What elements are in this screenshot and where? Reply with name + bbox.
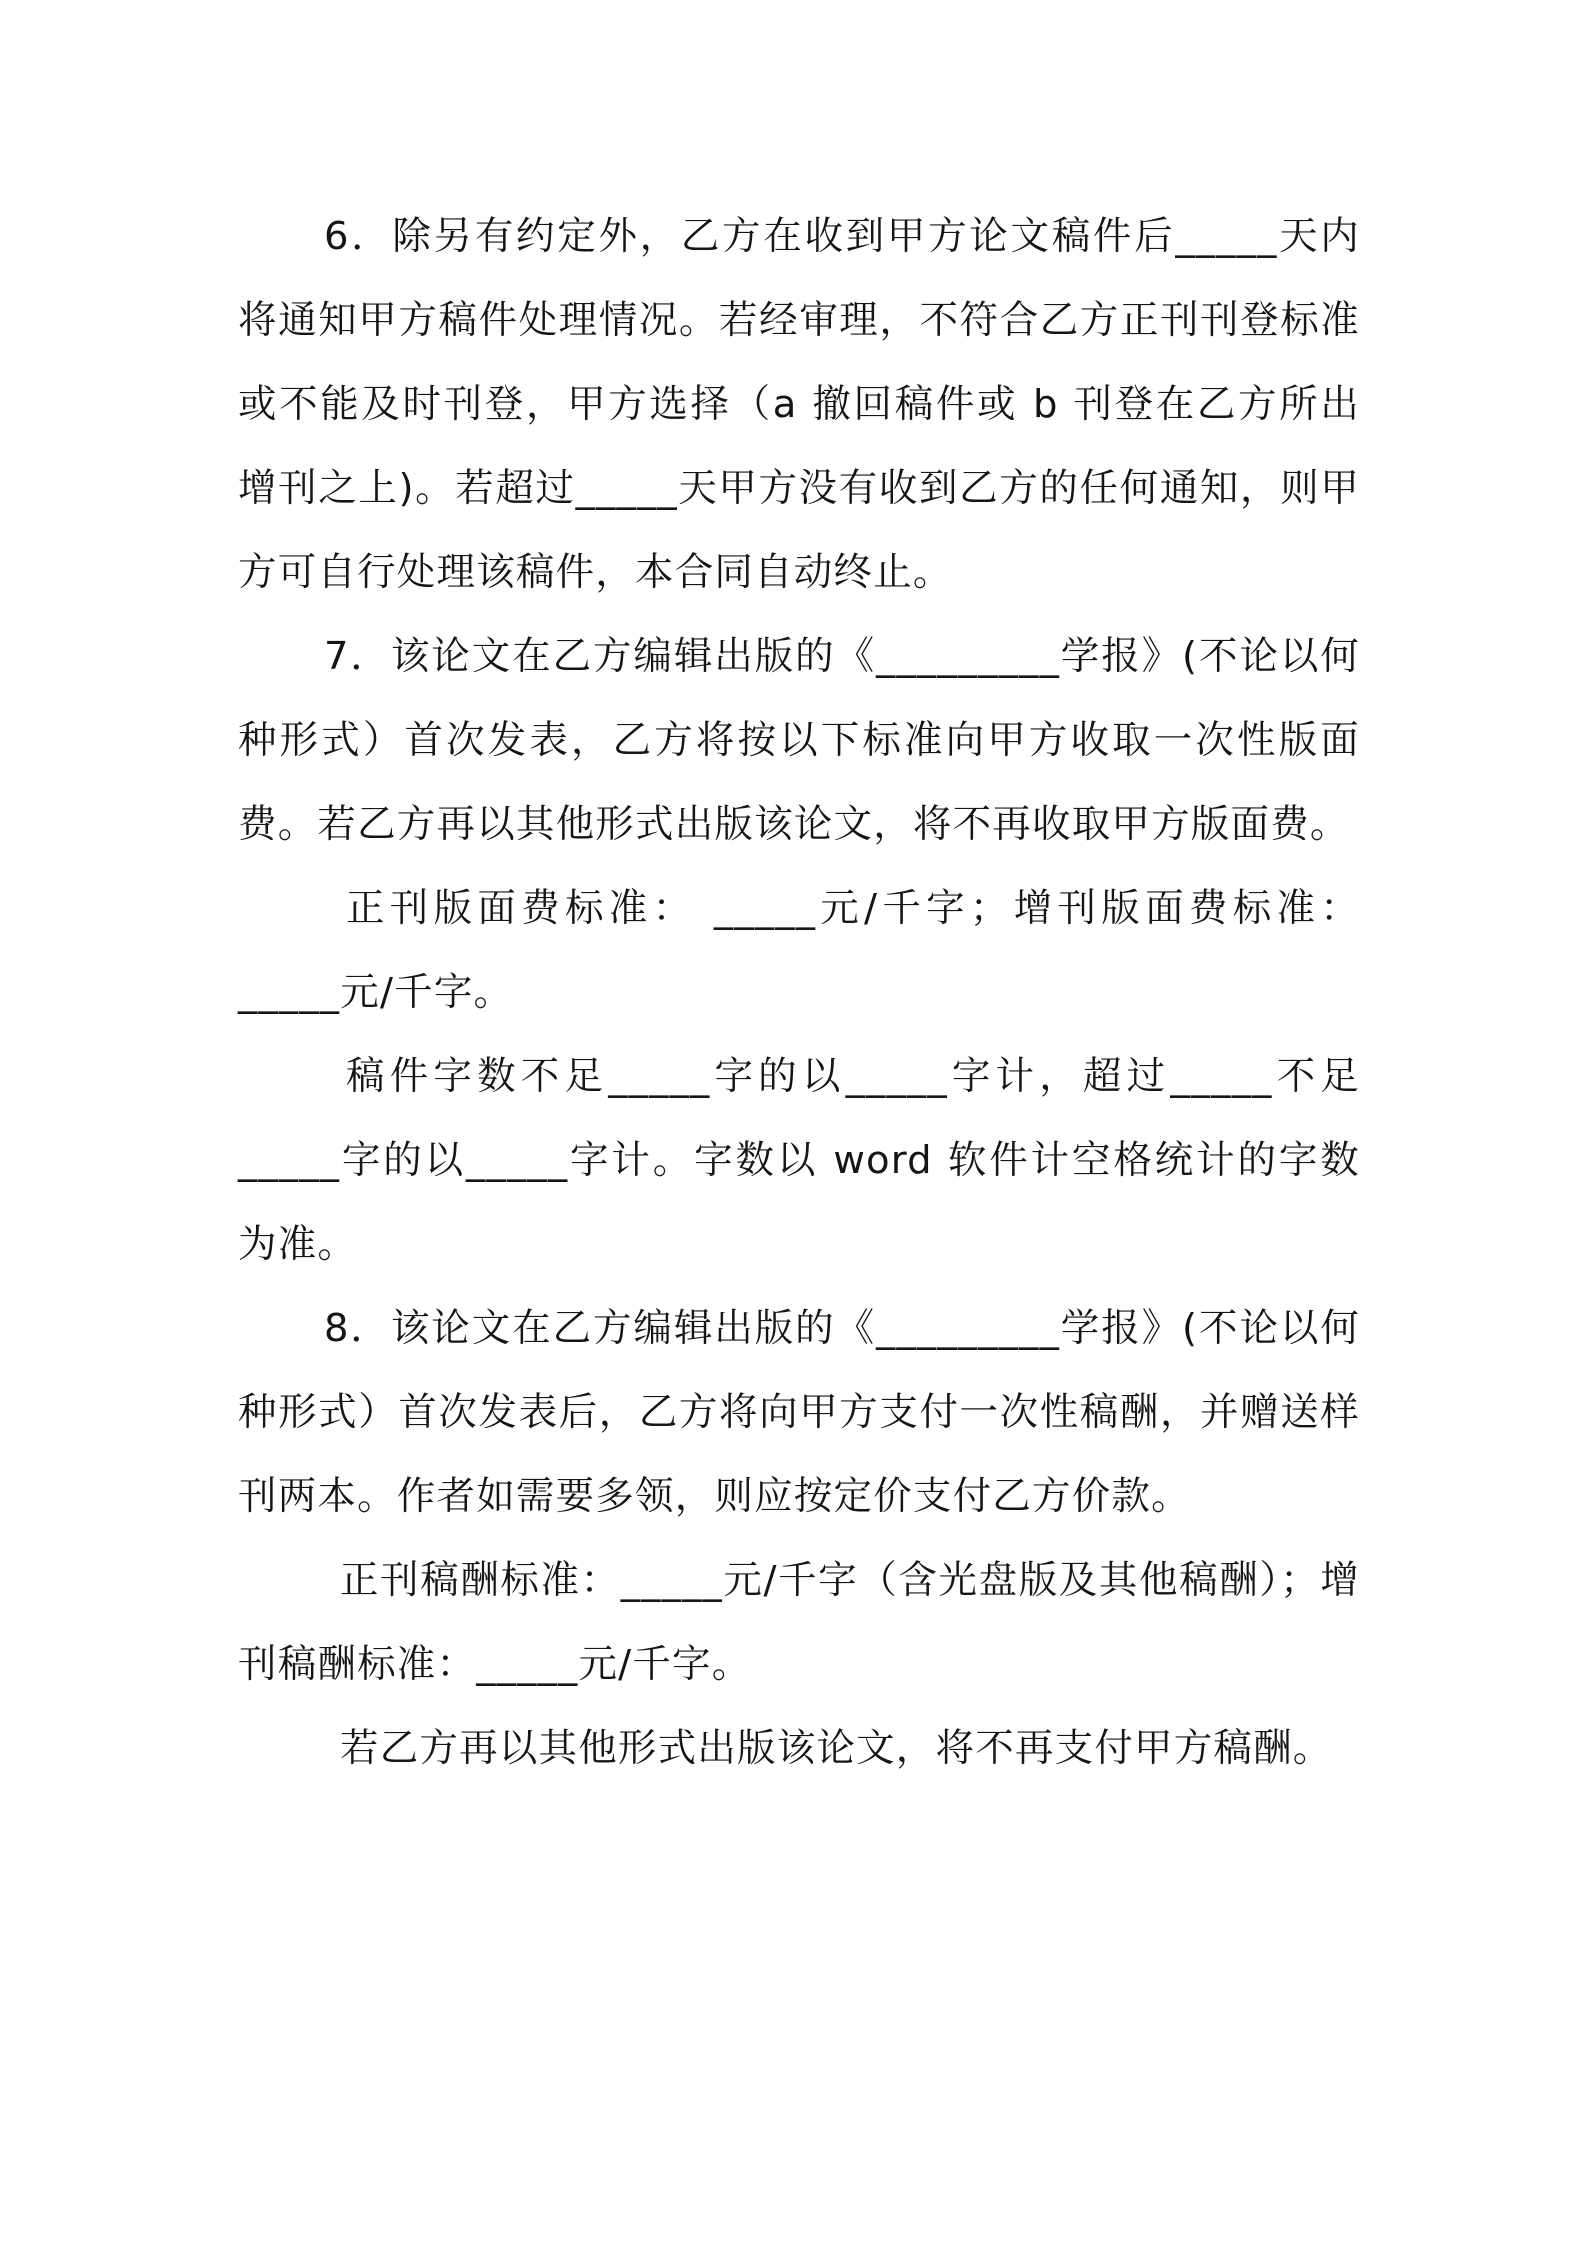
clause-6-paragraph: 6．除另有约定外，乙方在收到甲方论文稿件后_____天内将通知甲方稿件处理情况。若经审理，不符合乙方正刊刊登标准或不能及时刊登，甲方选择（a 撤回稿件或 b 刊登在乙方所出增刊之上)。若超过_____天甲方没有收到乙方的任何通知，则甲方可自行处理该稿件，本合同自动终止。 (238, 214, 1360, 595)
document-body (238, 195, 1360, 1791)
word-count-rule-paragraph: 稿件字数不足_____字的以_____字计，超过_____不足_____字的以_____字计。字数以 word 软件计空格统计的字数为准。 (238, 1054, 1360, 1267)
no-further-royalty-paragraph: 若乙方再以其他形式出版该论文，将不再支付甲方稿酬。 (340, 1726, 1333, 1771)
page-fee-standard-paragraph: 正刊版面费标准： _____元/千字；增刊版面费标准：_____元/千字。 (238, 886, 1360, 1015)
clause-7-paragraph: 7．该论文在乙方编辑出版的《_________学报》(不论以何种形式）首次发表，乙方将按以下标准向甲方收取一次性版面费。若乙方再以其他形式出版该论文，将不再收取甲方版面费。 (238, 634, 1360, 847)
royalty-standard-paragraph: 正刊稿酬标准：_____元/千字（含光盘版及其他稿酬）；增刊稿酬标准：_____元/千字。 (238, 1558, 1360, 1687)
clause-8-paragraph: 8．该论文在乙方编辑出版的《_________学报》(不论以何种形式）首次发表后，乙方将向甲方支付一次性稿酬，并赠送样刊两本。作者如需要多领，则应按定价支付乙方价款。 (238, 1306, 1360, 1519)
